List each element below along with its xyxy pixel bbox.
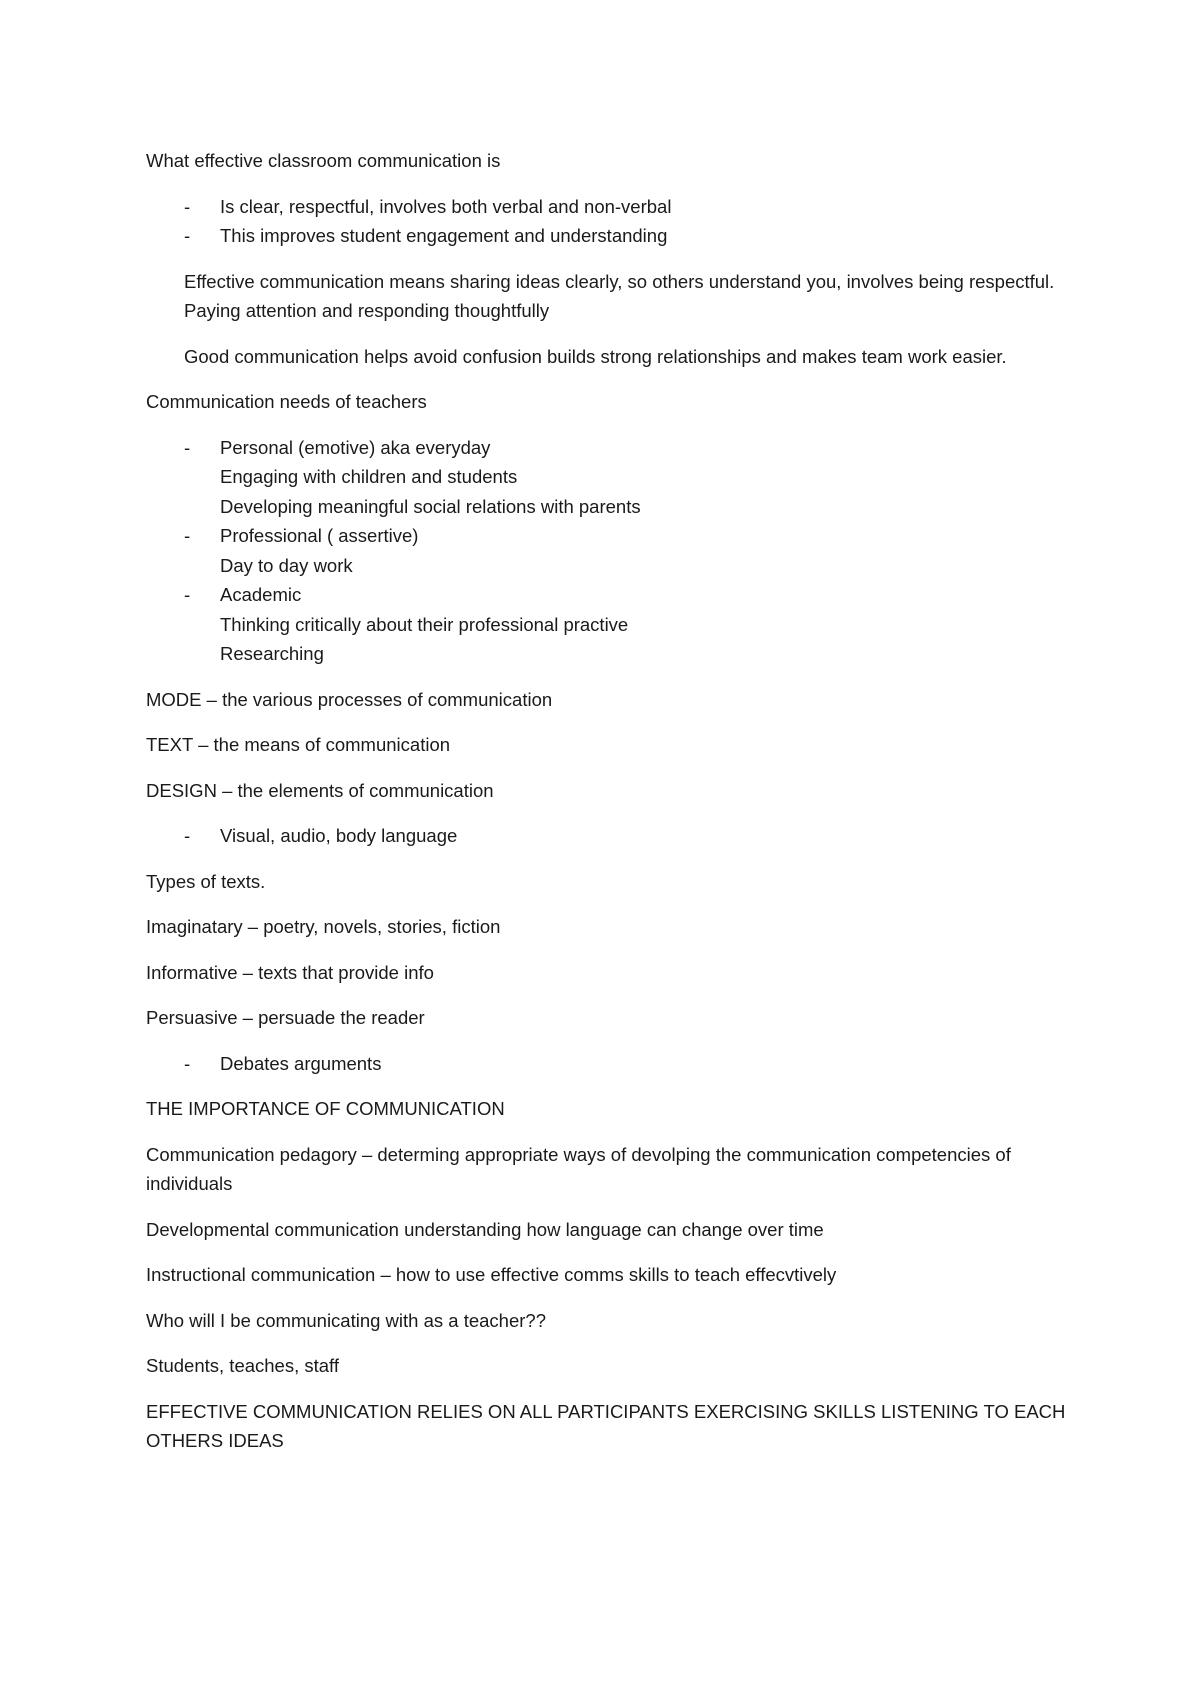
text-type-imaginative: Imaginatary – poetry, novels, stories, fiction — [146, 916, 501, 937]
section-heading-teacher-needs: Communication needs of teachers — [146, 391, 427, 412]
dash-bullet: - — [184, 584, 191, 605]
dash-bullet: - — [184, 525, 191, 546]
bullet-list-persuasive — [146, 1049, 1076, 1079]
text-type-informative: Informative – texts that provide info — [146, 961, 434, 983]
list-item: - Professional ( assertive) Day to day work — [146, 521, 1076, 580]
answer-who-communicating: Students, teaches, staff — [146, 1355, 340, 1376]
dash-bullet: - — [184, 1052, 191, 1074]
list-item: - Academic Thinking critically about their professional practive Researching — [146, 580, 1076, 669]
text-type-persuasive: Persuasive – persuade the reader — [146, 1007, 425, 1028]
list-item: - Visual, audio, body language — [146, 821, 1076, 851]
definition-mode: MODE – the various processes of communication — [146, 688, 553, 710]
list-item: - This improves student engagement and understanding — [146, 221, 1076, 251]
section-heading-importance: THE IMPORTANCE OF COMMUNICATION — [146, 1098, 505, 1119]
section-heading-types-of-texts: Types of texts. — [146, 870, 266, 892]
list-item: - Is clear, respectful, involves both verbal and non-verbal — [146, 192, 1076, 222]
closing-statement: EFFECTIVE COMMUNICATION RELIES ON ALL PARTICIPANTS EXERCISING SKILLS LISTENING TO EACH OTHERS IDEAS — [146, 1400, 1066, 1451]
paragraph-instructional: Instructional communication – how to use effective comms skills to teach effecvtively — [146, 1264, 837, 1285]
dash-bullet: - — [184, 225, 191, 246]
paragraph-pedagogy: Communication pedagory – determing appropriate ways of devolping the communication competencies of individuals — [146, 1143, 1011, 1194]
dash-bullet: - — [184, 825, 191, 846]
definition-design: DESIGN – the elements of communication — [146, 779, 494, 801]
list-item: - Personal (emotive) aka everyday Engaging with children and students Developing meaningful social relations with parents — [146, 433, 1076, 522]
paragraph-developmental: Developmental communication understanding how language can change over time — [146, 1218, 824, 1240]
bullet-list-teacher-needs — [146, 433, 1076, 669]
paragraph-good-communication: Good communication helps avoid confusion builds strong relationships and makes team work easier. — [184, 345, 1007, 367]
bullet-list-effective-communication — [146, 192, 1076, 251]
bullet-list-design — [146, 821, 1076, 851]
dash-bullet: - — [184, 195, 191, 217]
list-item: - Debates arguments — [146, 1049, 1076, 1079]
dash-bullet: - — [184, 436, 191, 458]
definition-text: TEXT – the means of communication — [146, 734, 451, 755]
section-heading-effective-communication: What effective classroom communication is — [146, 150, 501, 171]
document-body — [146, 146, 1076, 1472]
paragraph-effective-meaning: Effective communication means sharing ideas clearly, so others understand you, involves being respectful. Paying attention and responding thoughtfully — [184, 270, 1055, 321]
question-who-communicating: Who will I be communicating with as a teacher?? — [146, 1309, 546, 1331]
